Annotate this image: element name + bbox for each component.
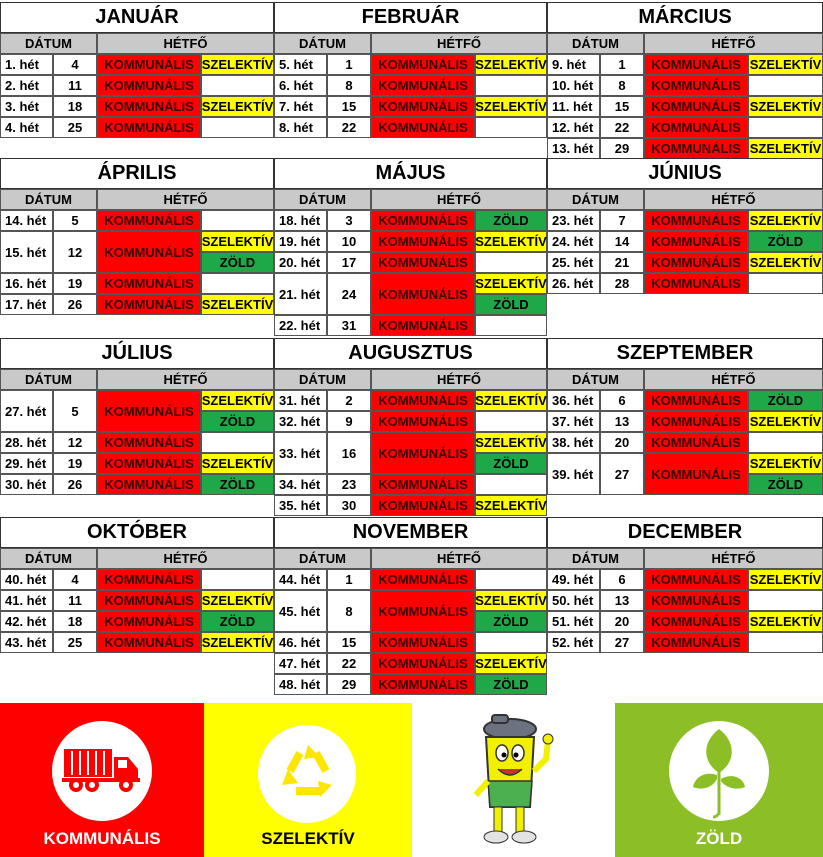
day-number: 16	[327, 432, 371, 474]
szelektiv-cell: SZELEKTÍV	[475, 390, 547, 411]
empty-cell	[748, 273, 823, 294]
legend-kommunalis	[0, 703, 204, 857]
day-number: 22	[327, 653, 371, 674]
kommunalis-cell: KOMMUNÁLIS	[97, 231, 201, 273]
zold-cell: ZÖLD	[475, 674, 547, 695]
week-number: 34. hét	[274, 474, 327, 495]
kommunalis-cell: KOMMUNÁLIS	[97, 75, 201, 96]
empty-cell	[201, 569, 274, 590]
kommunalis-cell: KOMMUNÁLIS	[644, 453, 748, 495]
empty-cell	[475, 252, 547, 273]
kommunalis-cell: KOMMUNÁLIS	[644, 210, 748, 231]
day-number: 21	[600, 252, 644, 273]
kommunalis-cell: KOMMUNÁLIS	[644, 138, 748, 159]
day-number: 4	[53, 569, 97, 590]
datum-header: DÁTUM	[0, 369, 97, 390]
week-number: 3. hét	[0, 96, 53, 117]
day-number: 12	[53, 231, 97, 273]
datum-header: DÁTUM	[0, 33, 97, 54]
week-number: 13. hét	[547, 138, 600, 159]
hetfo-header: HÉTFŐ	[644, 548, 823, 569]
week-number: 49. hét	[547, 569, 600, 590]
kommunalis-cell: KOMMUNÁLIS	[371, 315, 475, 336]
week-number: 2. hét	[0, 75, 53, 96]
day-number: 4	[53, 54, 97, 75]
datum-header: DÁTUM	[547, 548, 644, 569]
week-number: 23. hét	[547, 210, 600, 231]
hetfo-header: HÉTFŐ	[644, 33, 823, 54]
kommunalis-cell: KOMMUNÁLIS	[644, 231, 748, 252]
zold-cell: ZÖLD	[475, 210, 547, 231]
week-number: 33. hét	[274, 432, 327, 474]
empty-cell	[748, 75, 823, 96]
week-number: 21. hét	[274, 273, 327, 315]
kommunalis-cell: KOMMUNÁLIS	[644, 117, 748, 138]
empty-cell	[475, 315, 547, 336]
kommunalis-cell: KOMMUNÁLIS	[97, 210, 201, 231]
empty-cell	[201, 432, 274, 453]
week-number: 47. hét	[274, 653, 327, 674]
day-number: 22	[600, 117, 644, 138]
szelektiv-cell: SZELEKTÍV	[201, 590, 274, 611]
hetfo-header: HÉTFŐ	[371, 369, 547, 390]
kommunalis-cell: KOMMUNÁLIS	[371, 569, 475, 590]
week-number: 46. hét	[274, 632, 327, 653]
empty-cell	[475, 569, 547, 590]
week-number: 8. hét	[274, 117, 327, 138]
kommunalis-cell: KOMMUNÁLIS	[644, 252, 748, 273]
day-number: 13	[600, 411, 644, 432]
kommunalis-cell: KOMMUNÁLIS	[371, 54, 475, 75]
legend-szelektiv-label: SZELEKTÍV	[261, 829, 355, 848]
kommunalis-cell: KOMMUNÁLIS	[97, 474, 201, 495]
day-number: 29	[600, 138, 644, 159]
week-number: 31. hét	[274, 390, 327, 411]
day-number: 9	[327, 411, 371, 432]
month-title: OKTÓBER	[0, 517, 274, 548]
legend-zold-label: ZÖLD	[695, 829, 743, 848]
kommunalis-cell: KOMMUNÁLIS	[371, 210, 475, 231]
leaf-icon	[691, 723, 747, 819]
week-number: 28. hét	[0, 432, 53, 453]
empty-cell	[475, 117, 547, 138]
hetfo-header: HÉTFŐ	[97, 189, 274, 210]
week-number: 10. hét	[547, 75, 600, 96]
week-number: 7. hét	[274, 96, 327, 117]
day-number: 10	[327, 231, 371, 252]
week-number: 12. hét	[547, 117, 600, 138]
empty-cell	[748, 117, 823, 138]
month-title: MÁRCIUS	[547, 2, 823, 33]
zold-cell: ZÖLD	[748, 231, 823, 252]
datum-header: DÁTUM	[274, 189, 371, 210]
day-number: 5	[53, 210, 97, 231]
hetfo-header: HÉTFŐ	[97, 33, 274, 54]
zold-cell: ZÖLD	[201, 252, 274, 273]
empty-cell	[201, 117, 274, 138]
kommunalis-cell: KOMMUNÁLIS	[371, 411, 475, 432]
hetfo-header: HÉTFŐ	[371, 548, 547, 569]
kommunalis-cell: KOMMUNÁLIS	[371, 252, 475, 273]
day-number: 25	[53, 632, 97, 653]
day-number: 31	[327, 315, 371, 336]
kommunalis-cell: KOMMUNÁLIS	[644, 632, 748, 653]
szelektiv-cell: SZELEKTÍV	[748, 611, 823, 632]
day-number: 19	[53, 453, 97, 474]
szelektiv-cell: SZELEKTÍV	[475, 653, 547, 674]
day-number: 23	[327, 474, 371, 495]
week-number: 51. hét	[547, 611, 600, 632]
week-number: 1. hét	[0, 54, 53, 75]
week-number: 27. hét	[0, 390, 53, 432]
week-number: 19. hét	[274, 231, 327, 252]
week-number: 37. hét	[547, 411, 600, 432]
datum-header: DÁTUM	[0, 189, 97, 210]
day-number: 17	[327, 252, 371, 273]
szelektiv-cell: SZELEKTÍV	[201, 231, 274, 252]
month-title: JANUÁR	[0, 2, 274, 33]
legend-mascot	[412, 703, 615, 857]
month-title: SZEPTEMBER	[547, 338, 823, 369]
kommunalis-cell: KOMMUNÁLIS	[644, 390, 748, 411]
kommunalis-cell: KOMMUNÁLIS	[97, 96, 201, 117]
week-number: 35. hét	[274, 495, 327, 516]
day-number: 12	[53, 432, 97, 453]
datum-header: DÁTUM	[547, 369, 644, 390]
week-number: 39. hét	[547, 453, 600, 495]
kommunalis-cell: KOMMUNÁLIS	[371, 390, 475, 411]
kommunalis-cell: KOMMUNÁLIS	[644, 569, 748, 590]
szelektiv-cell: SZELEKTÍV	[748, 210, 823, 231]
kommunalis-cell: KOMMUNÁLIS	[644, 96, 748, 117]
day-number: 20	[600, 432, 644, 453]
kommunalis-cell: KOMMUNÁLIS	[371, 632, 475, 653]
kommunalis-cell: KOMMUNÁLIS	[644, 75, 748, 96]
day-number: 29	[327, 674, 371, 695]
day-number: 26	[53, 294, 97, 315]
empty-cell	[475, 411, 547, 432]
kommunalis-cell: KOMMUNÁLIS	[371, 273, 475, 315]
week-number: 32. hét	[274, 411, 327, 432]
week-number: 38. hét	[547, 432, 600, 453]
day-number: 11	[53, 590, 97, 611]
kommunalis-cell: KOMMUNÁLIS	[371, 117, 475, 138]
szelektiv-cell: SZELEKTÍV	[201, 54, 274, 75]
datum-header: DÁTUM	[547, 189, 644, 210]
datum-header: DÁTUM	[0, 548, 97, 569]
day-number: 25	[53, 117, 97, 138]
empty-cell	[748, 432, 823, 453]
day-number: 15	[600, 96, 644, 117]
month-title: FEBRUÁR	[274, 2, 547, 33]
day-number: 28	[600, 273, 644, 294]
empty-cell	[748, 590, 823, 611]
week-number: 9. hét	[547, 54, 600, 75]
week-number: 25. hét	[547, 252, 600, 273]
day-number: 14	[600, 231, 644, 252]
day-number: 6	[600, 390, 644, 411]
kommunalis-cell: KOMMUNÁLIS	[97, 273, 201, 294]
mascot-bin-icon	[462, 711, 562, 851]
day-number: 19	[53, 273, 97, 294]
day-number: 2	[327, 390, 371, 411]
day-number: 26	[53, 474, 97, 495]
day-number: 3	[327, 210, 371, 231]
zold-cell: ZÖLD	[201, 474, 274, 495]
empty-cell	[475, 474, 547, 495]
szelektiv-cell: SZELEKTÍV	[748, 138, 823, 159]
day-number: 6	[600, 569, 644, 590]
week-number: 5. hét	[274, 54, 327, 75]
kommunalis-cell: KOMMUNÁLIS	[371, 474, 475, 495]
legend-zold	[615, 703, 823, 857]
kommunalis-cell: KOMMUNÁLIS	[97, 390, 201, 432]
hetfo-header: HÉTFŐ	[371, 33, 547, 54]
day-number: 18	[53, 96, 97, 117]
kommunalis-cell: KOMMUNÁLIS	[644, 611, 748, 632]
day-number: 8	[327, 590, 371, 632]
legend-szelektiv	[204, 703, 412, 857]
kommunalis-cell: KOMMUNÁLIS	[97, 569, 201, 590]
week-number: 30. hét	[0, 474, 53, 495]
hetfo-header: HÉTFŐ	[97, 548, 274, 569]
kommunalis-cell: KOMMUNÁLIS	[371, 653, 475, 674]
week-number: 14. hét	[0, 210, 53, 231]
kommunalis-cell: KOMMUNÁLIS	[97, 294, 201, 315]
week-number: 36. hét	[547, 390, 600, 411]
datum-header: DÁTUM	[274, 548, 371, 569]
kommunalis-cell: KOMMUNÁLIS	[371, 96, 475, 117]
datum-header: DÁTUM	[547, 33, 644, 54]
day-number: 27	[600, 453, 644, 495]
kommunalis-cell: KOMMUNÁLIS	[644, 590, 748, 611]
day-number: 30	[327, 495, 371, 516]
datum-header: DÁTUM	[274, 369, 371, 390]
szelektiv-cell: SZELEKTÍV	[201, 390, 274, 411]
empty-cell	[201, 75, 274, 96]
day-number: 27	[600, 632, 644, 653]
day-number: 20	[600, 611, 644, 632]
day-number: 1	[600, 54, 644, 75]
empty-cell	[201, 273, 274, 294]
szelektiv-cell: SZELEKTÍV	[475, 432, 547, 453]
month-title: JÚLIUS	[0, 338, 274, 369]
kommunalis-cell: KOMMUNÁLIS	[644, 273, 748, 294]
zold-cell: ZÖLD	[748, 390, 823, 411]
hetfo-header: HÉTFŐ	[371, 189, 547, 210]
day-number: 13	[600, 590, 644, 611]
week-number: 22. hét	[274, 315, 327, 336]
week-number: 48. hét	[274, 674, 327, 695]
day-number: 18	[53, 611, 97, 632]
month-title: DECEMBER	[547, 517, 823, 548]
kommunalis-cell: KOMMUNÁLIS	[371, 590, 475, 632]
szelektiv-cell: SZELEKTÍV	[201, 294, 274, 315]
day-number: 8	[600, 75, 644, 96]
zold-cell: ZÖLD	[475, 453, 547, 474]
zold-cell: ZÖLD	[475, 611, 547, 632]
garbage-truck-icon	[60, 743, 144, 795]
kommunalis-cell: KOMMUNÁLIS	[644, 411, 748, 432]
week-number: 17. hét	[0, 294, 53, 315]
datum-header: DÁTUM	[274, 33, 371, 54]
hetfo-header: HÉTFŐ	[644, 369, 823, 390]
szelektiv-cell: SZELEKTÍV	[475, 96, 547, 117]
zold-cell: ZÖLD	[748, 474, 823, 495]
month-title: AUGUSZTUS	[274, 338, 547, 369]
month-title: JÚNIUS	[547, 158, 823, 189]
day-number: 15	[327, 96, 371, 117]
day-number: 1	[327, 54, 371, 75]
kommunalis-cell: KOMMUNÁLIS	[97, 432, 201, 453]
day-number: 7	[600, 210, 644, 231]
szelektiv-cell: SZELEKTÍV	[201, 632, 274, 653]
kommunalis-cell: KOMMUNÁLIS	[371, 674, 475, 695]
kommunalis-cell: KOMMUNÁLIS	[371, 495, 475, 516]
day-number: 15	[327, 632, 371, 653]
empty-cell	[748, 632, 823, 653]
week-number: 16. hét	[0, 273, 53, 294]
zold-cell: ZÖLD	[201, 411, 274, 432]
week-number: 29. hét	[0, 453, 53, 474]
szelektiv-cell: SZELEKTÍV	[201, 453, 274, 474]
szelektiv-cell: SZELEKTÍV	[475, 54, 547, 75]
szelektiv-cell: SZELEKTÍV	[748, 54, 823, 75]
week-number: 24. hét	[547, 231, 600, 252]
empty-cell	[475, 75, 547, 96]
day-number: 5	[53, 390, 97, 432]
szelektiv-cell: SZELEKTÍV	[475, 590, 547, 611]
week-number: 20. hét	[274, 252, 327, 273]
szelektiv-cell: SZELEKTÍV	[201, 96, 274, 117]
empty-cell	[201, 210, 274, 231]
week-number: 43. hét	[0, 632, 53, 653]
szelektiv-cell: SZELEKTÍV	[475, 273, 547, 294]
kommunalis-cell: KOMMUNÁLIS	[97, 54, 201, 75]
week-number: 44. hét	[274, 569, 327, 590]
empty-cell	[475, 632, 547, 653]
recycle-icon	[276, 741, 340, 805]
kommunalis-cell: KOMMUNÁLIS	[644, 432, 748, 453]
week-number: 15. hét	[0, 231, 53, 273]
kommunalis-cell: KOMMUNÁLIS	[97, 632, 201, 653]
kommunalis-cell: KOMMUNÁLIS	[371, 75, 475, 96]
week-number: 11. hét	[547, 96, 600, 117]
week-number: 40. hét	[0, 569, 53, 590]
month-title: ÁPRILIS	[0, 158, 274, 189]
zold-cell: ZÖLD	[475, 294, 547, 315]
week-number: 26. hét	[547, 273, 600, 294]
hetfo-header: HÉTFŐ	[97, 369, 274, 390]
week-number: 52. hét	[547, 632, 600, 653]
kommunalis-cell: KOMMUNÁLIS	[371, 231, 475, 252]
kommunalis-cell: KOMMUNÁLIS	[97, 611, 201, 632]
kommunalis-cell: KOMMUNÁLIS	[644, 54, 748, 75]
hetfo-header: HÉTFŐ	[644, 189, 823, 210]
month-title: NOVEMBER	[274, 517, 547, 548]
week-number: 6. hét	[274, 75, 327, 96]
week-number: 4. hét	[0, 117, 53, 138]
month-title: MÁJUS	[274, 158, 547, 189]
kommunalis-cell: KOMMUNÁLIS	[97, 590, 201, 611]
week-number: 42. hét	[0, 611, 53, 632]
legend-kommunalis-label: KOMMUNÁLIS	[43, 829, 161, 848]
kommunalis-cell: KOMMUNÁLIS	[97, 117, 201, 138]
zold-cell: ZÖLD	[201, 611, 274, 632]
szelektiv-cell: SZELEKTÍV	[475, 231, 547, 252]
szelektiv-cell: SZELEKTÍV	[748, 96, 823, 117]
day-number: 22	[327, 117, 371, 138]
day-number: 24	[327, 273, 371, 315]
week-number: 41. hét	[0, 590, 53, 611]
week-number: 45. hét	[274, 590, 327, 632]
day-number: 8	[327, 75, 371, 96]
szelektiv-cell: SZELEKTÍV	[475, 495, 547, 516]
szelektiv-cell: SZELEKTÍV	[748, 453, 823, 474]
kommunalis-cell: KOMMUNÁLIS	[371, 432, 475, 474]
week-number: 18. hét	[274, 210, 327, 231]
szelektiv-cell: SZELEKTÍV	[748, 252, 823, 273]
szelektiv-cell: SZELEKTÍV	[748, 569, 823, 590]
day-number: 1	[327, 569, 371, 590]
day-number: 11	[53, 75, 97, 96]
kommunalis-cell: KOMMUNÁLIS	[97, 453, 201, 474]
legend	[0, 703, 823, 857]
week-number: 50. hét	[547, 590, 600, 611]
szelektiv-cell: SZELEKTÍV	[748, 411, 823, 432]
